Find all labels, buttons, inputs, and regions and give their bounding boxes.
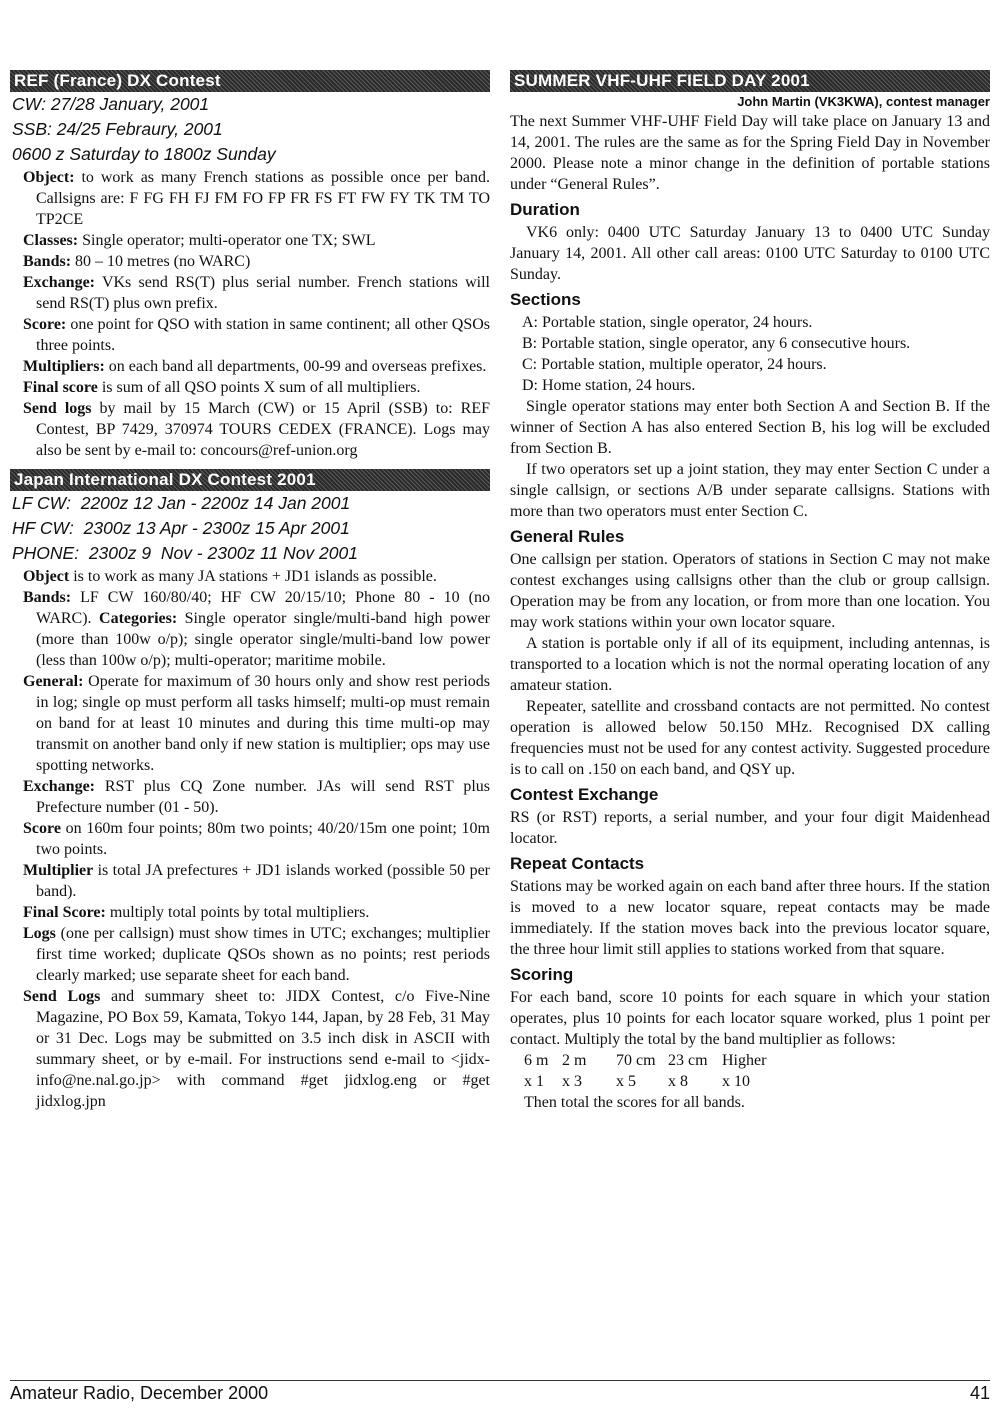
- ref-rule-item: Multipliers: on each band all departments, 00-99 and overseas prefixes.: [23, 358, 487, 375]
- japan-rules: [10, 566, 490, 1112]
- left-column: [10, 70, 490, 1112]
- contest-exchange-heading: Contest Exchange: [510, 785, 659, 804]
- japan-contest-title: Japan International DX Contest 2001: [10, 469, 490, 491]
- multiplier-value: x 5: [616, 1073, 636, 1090]
- section-item: C: Portable station, multiple operator, 24 hours.: [522, 356, 827, 373]
- duration-text: VK6 only: 0400 UTC Saturday January 13 to 0400 UTC Sunday January 14, 2001. All other call areas: 0100 UTC Saturday to 0100 UTC Sunday.: [510, 224, 990, 283]
- general-rules-paragraph: A station is portable only if all of its equipment, including antennas, is transported to a location which is not the normal operating location of any amateur station.: [510, 635, 990, 694]
- japan-rule-item: Exchange: RST plus CQ Zone number. JAs will send RST plus Prefecture number (01 - 50).: [23, 778, 490, 816]
- ref-rule-item: Send logs by mail by 15 March (CW) or 15 April (SSB) to: REF Contest, BP 7429, 370974 TOURS CEDEX (FRANCE). Logs may also be sent by e-mail to: concours@ref-union.org: [23, 400, 491, 459]
- multiplier-value: x 3: [562, 1073, 582, 1090]
- ref-rule-item: Object: to work as many French stations as possible once per band. Callsigns are: F FG FH FJ FM FO FP FR FS FT FW FY TK TM TO TP2CE: [23, 169, 490, 228]
- japan-rule-item: Logs (one per callsign) must show times in UTC; exchanges; multiplier first time worked; duplicate QSOs shown as no points; rest periods clearly marked; use separate sheet for each band.: [23, 925, 490, 984]
- sections-paragraph: If two operators set up a joint station, they may enter Section C under a single callsign, or sections A/B under separate callsigns. Stations with more than two operators must enter Section C.: [510, 461, 990, 520]
- japan-rule-item: General: Operate for maximum of 30 hours only and show rest periods in log; single op must perform all tasks himself; multi-op must remain on band for at least 10 minutes and during this time multi-op may transmit on another band only if new station is multiplier; ops may use spotting networks.: [23, 673, 490, 774]
- japan-rule-item: Send Logs and summary sheet to: JIDX Contest, c/o Five-Nine Magazine, PO Box 59, Kamata, Tokyo 144, Japan, by 28 Feb, 31 May or 31 Dec. Logs may be submitted on 3.5 inch disk in ASCII with summary sheet, or by e-mail. For instructions send e-mail to <jidx-info@ne.nal.go.jp> with command #get jidxlog.eng or #get jidxlog.jpn: [23, 988, 490, 1110]
- ref-rule-item: Classes: Single operator; multi-operator one TX; SWL: [23, 232, 376, 249]
- band-label: 23 cm: [668, 1052, 708, 1069]
- japan-phone-dates: PHONE: 2300z 9 Nov - 2300z 11 Nov 2001: [12, 543, 358, 563]
- sections-list: [510, 312, 990, 396]
- japan-hfcw-dates: HF CW: 2300z 13 Apr - 2300z 15 Apr 2001: [12, 518, 350, 538]
- sections-heading: Sections: [510, 290, 581, 309]
- page-number: 41: [969, 1383, 990, 1403]
- contest-exchange-text: RS (or RST) reports, a serial number, and your four digit Maidenhead locator.: [510, 809, 990, 847]
- band-label: Higher: [722, 1052, 767, 1069]
- repeat-contacts-text: Stations may be worked again on each band after three hours. If the station is moved to a new locator square, repeat contacts may be made immediately. If the station moves back into the previous locator square, the three hour limit still applies to stations worked from that square.: [510, 878, 990, 958]
- multiplier-value: x 8: [668, 1073, 688, 1090]
- japan-rule-item: Score on 160m four points; 80m two points; 40/20/15m one point; 10m two points.: [23, 820, 490, 858]
- japan-rule-item: Bands: LF CW 160/80/40; HF CW 20/15/10; Phone 80 - 10 (no WARC). Categories: Single operator single/multi-band high power (more than 100w o/p); single operator single/multi-band low power (less than 100w o/p); multi-operator; maritime mobile.: [23, 589, 490, 669]
- page-footer: [10, 1380, 990, 1404]
- ref-ssb-dates: SSB: 24/25 Febraury, 2001: [12, 119, 223, 139]
- multiplier-row: [510, 1071, 990, 1092]
- section-item: A: Portable station, single operator, 24 hours.: [522, 314, 813, 331]
- japan-rule-item: Final Score: multiply total points by total multipliers.: [23, 904, 370, 921]
- band-row: [510, 1050, 990, 1071]
- repeat-contacts-heading: Repeat Contacts: [510, 854, 645, 873]
- section-item: B: Portable station, single operator, any 6 consecutive hours.: [522, 335, 911, 352]
- scoring-text: For each band, score 10 points for each square in which your station operates, plus 10 points for each locator square worked, plus 1 point per contact. Multiply the total by the band multiplier as follows:: [510, 989, 990, 1048]
- general-rules-paragraph: One callsign per station. Operators of stations in Section C may not make contest exchanges using callsigns other than the club or group callsign. Operation may be from any location, or from more than one location. You may work stations within your own locator square.: [510, 551, 990, 631]
- japan-rule-item: Object is to work as many JA stations + JD1 islands as possible.: [23, 568, 437, 585]
- scoring-heading: Scoring: [510, 965, 574, 984]
- ref-rules: [10, 167, 490, 461]
- scoring-end: Then total the scores for all bands.: [524, 1094, 745, 1111]
- ref-rule-item: Final score is sum of all QSO points X sum of all multipliers.: [23, 379, 421, 396]
- japan-lfcw-dates: LF CW: 2200z 12 Jan - 2200z 14 Jan 2001: [12, 493, 351, 513]
- ref-rule-item: Score: one point for QSO with station in same continent; all other QSOs three points.: [23, 316, 490, 354]
- band-label: 70 cm: [616, 1052, 656, 1069]
- duration-heading: Duration: [510, 200, 580, 219]
- ref-rule-item: Exchange: VKs send RS(T) plus serial number. French stations will send RS(T) plus own prefix.: [23, 274, 490, 312]
- sections-paragraph: Single operator stations may enter both Section A and Section B. If the winner of Section A has also entered Section B, his log will be excluded from Section B.: [510, 398, 990, 457]
- field-day-byline: John Martin (VK3KWA), contest manager: [737, 94, 990, 109]
- japan-rule-item: Multiplier is total JA prefectures + JD1 islands worked (possible 50 per band).: [23, 862, 490, 900]
- field-day-title: SUMMER VHF-UHF FIELD DAY 2001: [510, 70, 990, 92]
- ref-contest-title: REF (France) DX Contest: [10, 70, 490, 92]
- multiplier-value: x 10: [722, 1073, 750, 1090]
- publication-name: Amateur Radio, December 2000: [10, 1383, 269, 1403]
- general-rules-paragraph: Repeater, satellite and crossband contacts are not permitted. No contest operation is allowed below 50.150 MHz. Recognised DX calling frequencies must not be used for any contest activity. Suggested procedure is to call on .150 on each band, and QSY up.: [510, 698, 990, 778]
- section-item: D: Home station, 24 hours.: [522, 377, 696, 394]
- ref-cw-dates: CW: 27/28 January, 2001: [12, 94, 210, 114]
- general-rules-heading: General Rules: [510, 527, 625, 546]
- band-label: 2 m: [562, 1052, 587, 1069]
- field-day-intro: The next Summer VHF-UHF Field Day will take place on January 13 and 14, 2001. The rules are the same as for the Spring Field Day in November 2000. Please note a minor change in the definition of portable stations under “General Rules”.: [510, 113, 990, 193]
- ref-rule-item: Bands: 80 – 10 metres (no WARC): [23, 253, 251, 270]
- multiplier-value: x 1: [524, 1073, 544, 1090]
- right-column: [510, 70, 990, 1113]
- ref-time: 0600 z Saturday to 1800z Sunday: [12, 144, 276, 164]
- band-label: 6 m: [524, 1052, 549, 1069]
